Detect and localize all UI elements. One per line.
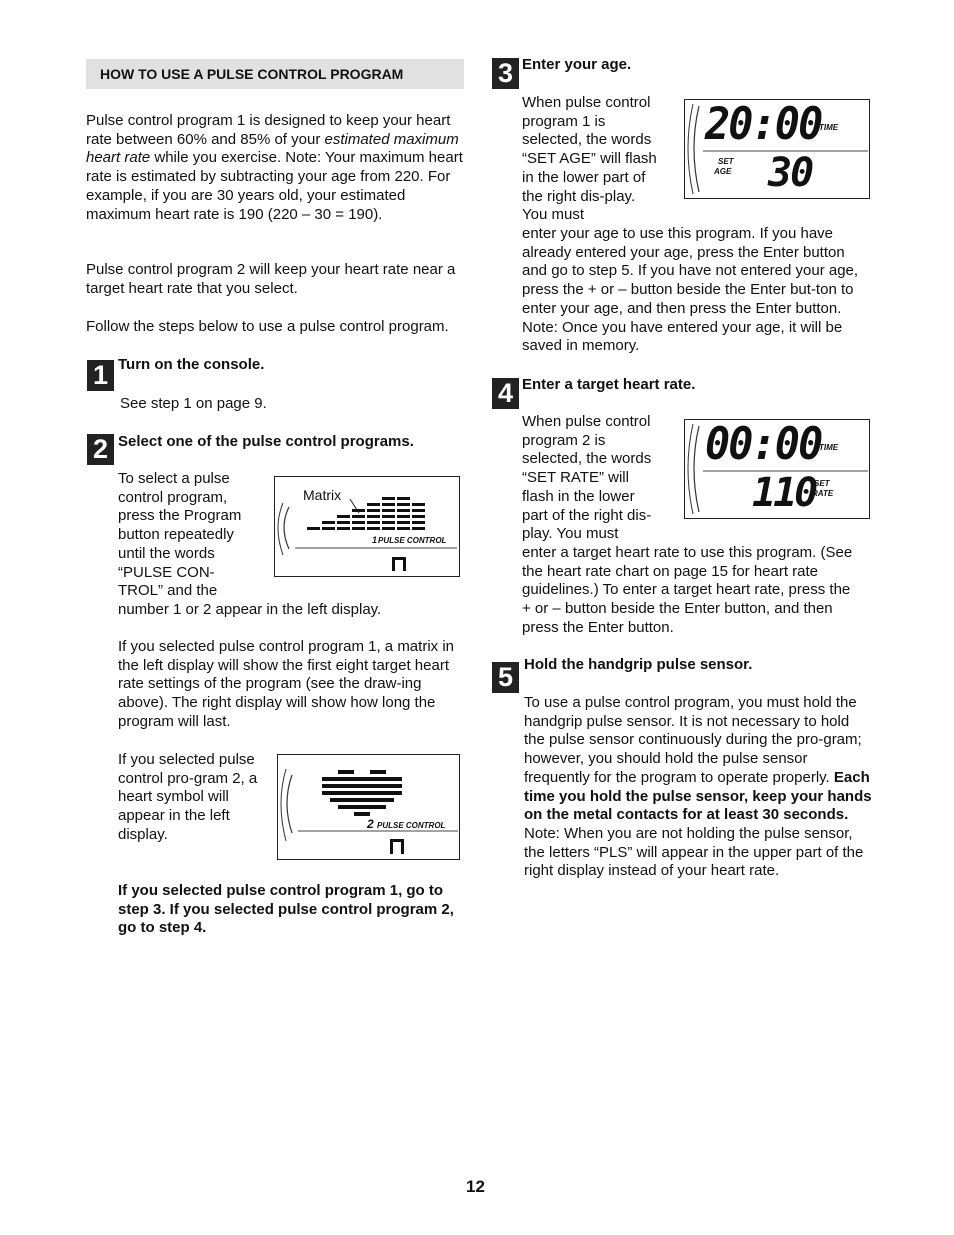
intro-text-a: Pulse control program 1 is designed to keep your heart rate between 60% and 85% of your	[86, 112, 451, 148]
console-display-set-age	[684, 99, 870, 199]
step-5-number: 5	[492, 662, 519, 693]
intro-italic-term: estimated maximum heart rate	[86, 130, 459, 167]
heart-display-graphic	[278, 755, 458, 858]
intro-paragraph-1	[86, 112, 466, 224]
program-number-indicator: 1	[372, 535, 378, 545]
intro-paragraph-3: Follow the steps below to use a pulse control program.	[86, 318, 449, 335]
program-number-indicator: 2	[367, 817, 374, 831]
console-display-program-2	[277, 754, 460, 860]
section-header: HOW TO USE A PULSE CONTROL PROGRAM	[86, 59, 464, 89]
intro-paragraph-2: Pulse control program 2 will keep your heart rate near a target heart rate that you select.	[86, 261, 456, 297]
time-readout: 00:00	[705, 419, 822, 470]
step-5-text-a: To use a pulse control program, you must hold the handgrip pulse sensor. It is not necessary to hold the pulse sensor continuously during the pro-gram; however, you should hold the pulse sensor frequently for the program to operate properly.	[524, 694, 862, 786]
step-3-body-b: enter your age to use this program. If you have already entered your age, press the Enter button and go to step 5. If you have not entered your age, press the + or – button beside the Enter but-ton to enter your age, and then press the Enter button. Note: Once you have entered your age, it will be saved in memory.	[522, 225, 859, 355]
console-display-set-rate	[684, 419, 870, 519]
step-5-body	[524, 694, 872, 881]
step-2-title: Select one of the pulse control programs.	[118, 433, 414, 450]
page-number: 12	[466, 1177, 485, 1196]
step-2-body-a: To select a pulse control program, press the Program button repeatedly until the words “PULSE CON-TROL” and the	[118, 470, 242, 600]
matrix-callout-label: Matrix	[303, 487, 342, 503]
pulse-control-label: PULSE CONTROL	[377, 821, 446, 830]
step-5-emphasis: Each time you hold the pulse sensor, keep your hands on the metal contacts for at least 30 seconds.	[524, 768, 872, 824]
rate-readout: 110	[752, 470, 816, 516]
step-2-body-a2: number 1 or 2 appear in the left display.	[118, 601, 382, 618]
step-1-number: 1	[87, 360, 114, 391]
step-2-body-c: If you selected pulse control pro-gram 2, a heart symbol will appear in the left display.	[118, 751, 258, 843]
step-4-body-a: When pulse control program 2 is selected, the words “SET RATE” will flash in the lower part of the right dis-play. You must	[522, 413, 652, 543]
time-label: TIME	[819, 443, 839, 452]
pulse-control-label: PULSE CONTROL	[378, 536, 447, 545]
set-label: SET	[718, 157, 734, 166]
time-readout: 20:00	[705, 99, 822, 150]
set-label: SET	[814, 479, 830, 488]
console-display-program-1	[274, 476, 460, 577]
step-2-number: 2	[87, 434, 114, 465]
intro-text-b: while you exercise. Note: Your maximum heart rate is estimated by subtracting your age from 220. For example, if you are 30 years old, your estimated maximum heart rate is 190 (220 – 30 = 190).	[86, 149, 463, 223]
step-4-title: Enter a target heart rate.	[522, 376, 696, 393]
step-3-title: Enter your age.	[522, 56, 632, 73]
time-label: TIME	[819, 123, 839, 132]
step-4-number: 4	[492, 378, 519, 409]
step-1-title: Turn on the console.	[118, 356, 265, 373]
step-3-number: 3	[492, 58, 519, 89]
age-label: AGE	[714, 167, 732, 176]
step-3-body-a: When pulse control program 1 is selected, the words “SET AGE” will flash in the lower part of the right dis-play. You must	[522, 94, 657, 224]
age-readout: 30	[768, 150, 813, 196]
step-5-title: Hold the handgrip pulse sensor.	[524, 656, 753, 673]
rate-label: RATE	[812, 489, 834, 498]
step-5-text-c: Note: When you are not holding the pulse sensor, the letters “PLS” will appear in the upper part of the right display instead of your heart rate.	[524, 824, 864, 880]
step-1-body: See step 1 on page 9.	[120, 395, 267, 412]
step-4-body-b: enter a target heart rate to use this program. (See the heart rate chart on page 15 for heart rate guidelines.) To enter a target heart rate, press the + or – button beside the Enter button, and then press the Enter button.	[522, 544, 853, 636]
step-2-note: If you selected pulse control program 1, go to step 3. If you selected pulse control program 2, go to step 4.	[118, 882, 454, 937]
step-2-body-b: If you selected pulse control program 1, a matrix in the left display will show the first eight target heart rate settings of the program (see the draw-ing above). The right display will show how long the program will last.	[118, 638, 454, 730]
